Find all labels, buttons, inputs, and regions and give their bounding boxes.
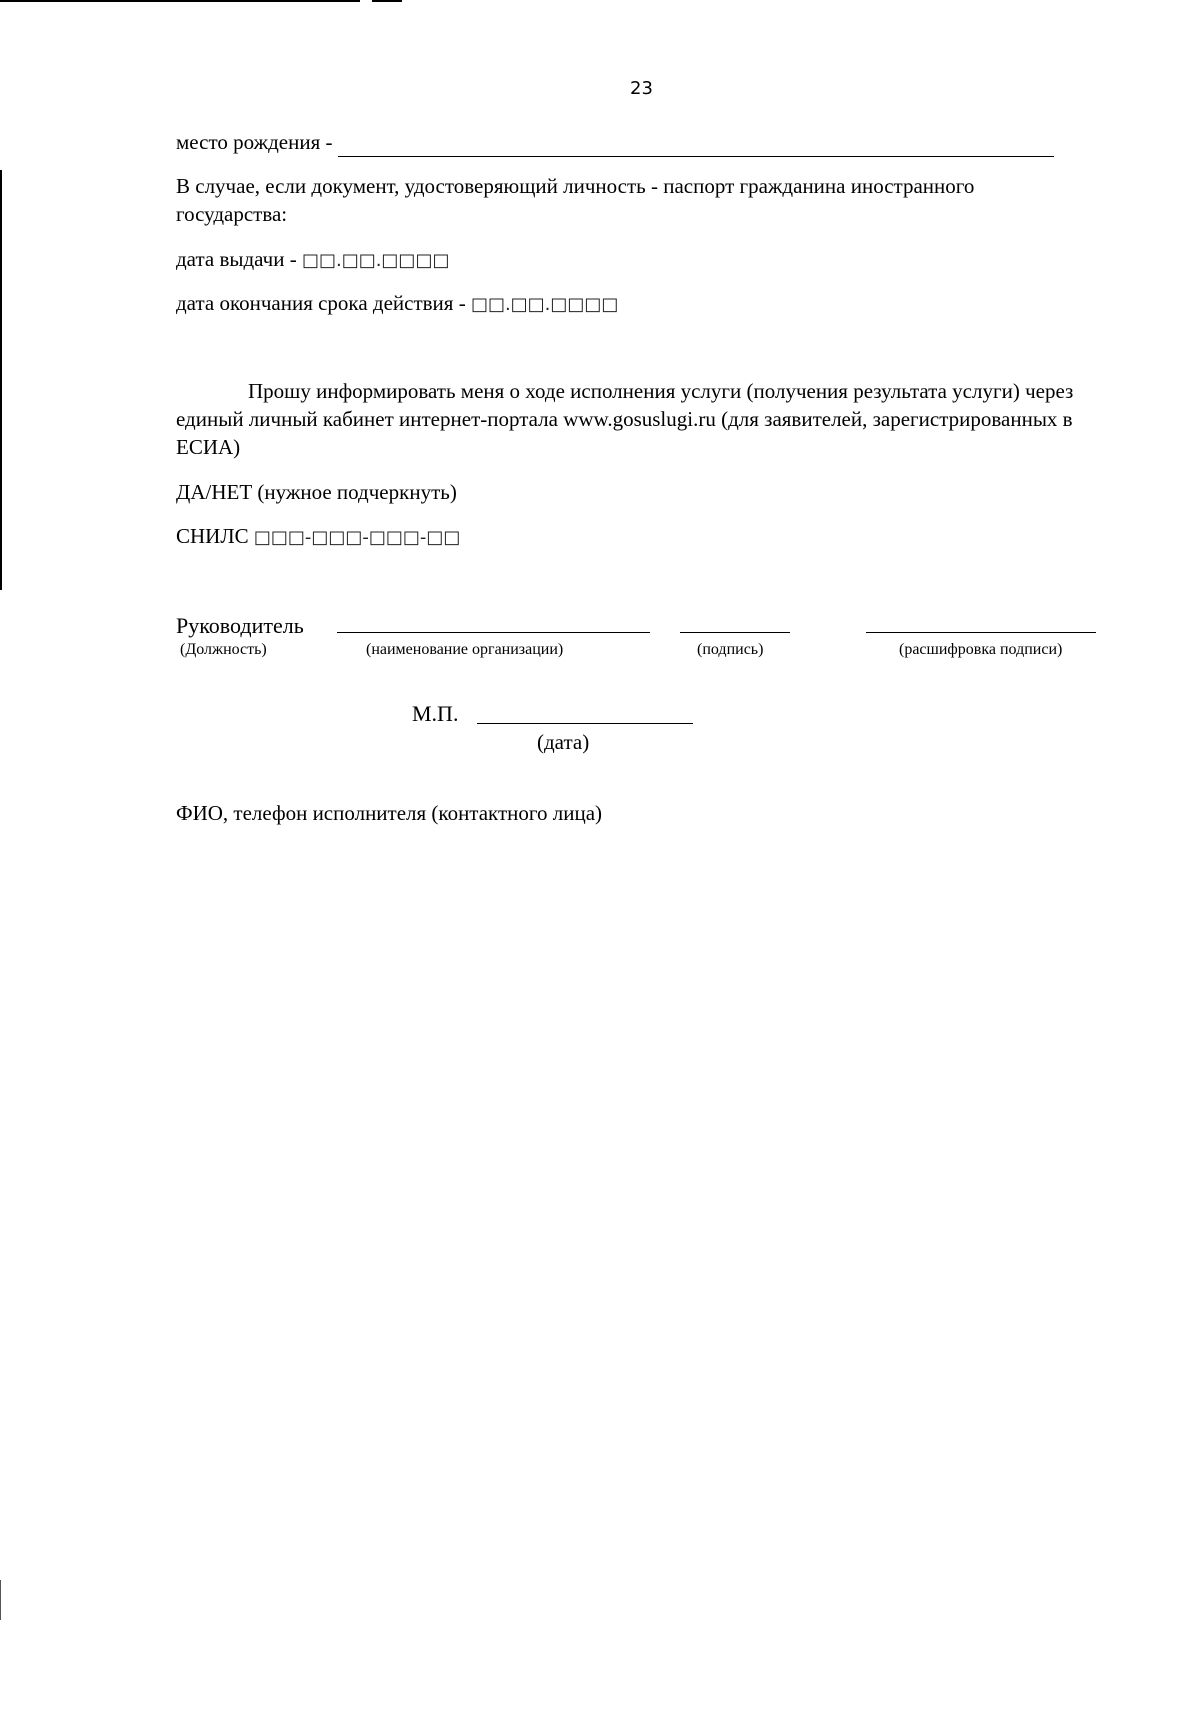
date-caption: (дата)	[537, 730, 590, 754]
snils-row	[176, 522, 460, 552]
snils-field[interactable]: □□□-□□□-□□□-□□	[253, 527, 461, 548]
yes-no-choice[interactable]: ДА/НЕТ (нужное подчеркнуть)	[176, 480, 457, 504]
scan-edge-line	[0, 0, 360, 2]
contact-person-label: ФИО, телефон исполнителя (контактного лица)	[176, 801, 603, 825]
signature-line[interactable]	[680, 632, 790, 633]
head-label: Руководитель	[176, 613, 304, 638]
issue-date-label: дата выдачи -	[176, 247, 302, 271]
signature-caption: (подпись)	[697, 641, 764, 658]
birthplace-field[interactable]	[338, 128, 1054, 157]
decoding-caption: (расшифровка подписи)	[899, 641, 1063, 658]
position-caption: (Должность)	[180, 641, 267, 658]
signature-decoding-line[interactable]	[866, 632, 1096, 633]
expiry-date-row	[176, 289, 618, 319]
date-line[interactable]	[477, 723, 693, 724]
org-name-line[interactable]	[337, 632, 650, 633]
issue-date-field[interactable]: □□.□□.□□□□	[301, 250, 450, 271]
foreign-passport-intro: В случае, если документ, удостоверяющий личность - паспорт гражданина иностранного государства:	[176, 174, 975, 226]
scan-edge-line	[0, 170, 2, 590]
expiry-date-label: дата окончания срока действия -	[176, 291, 471, 315]
scan-edge-line	[372, 0, 402, 2]
scan-edge-line	[0, 1580, 1, 1620]
issue-date-row	[176, 245, 449, 275]
stamp-label: М.П.	[412, 701, 459, 726]
snils-label: СНИЛС	[176, 524, 254, 548]
notification-paragraph	[176, 377, 1086, 461]
expiry-date-field[interactable]: □□.□□.□□□□	[470, 294, 619, 315]
notification-text: Прошу информировать меня о ходе исполнения услуги (получения результата услуги) через единый личный кабинет интернет-портала www.gosuslugi.ru (для заявителей, зарегистрированных в ЕСИА)	[176, 379, 1074, 459]
birthplace-row	[176, 128, 1054, 157]
page-number: 23	[630, 78, 653, 99]
org-caption: (наименование организации)	[366, 641, 564, 658]
birthplace-label: место рождения -	[176, 130, 338, 154]
